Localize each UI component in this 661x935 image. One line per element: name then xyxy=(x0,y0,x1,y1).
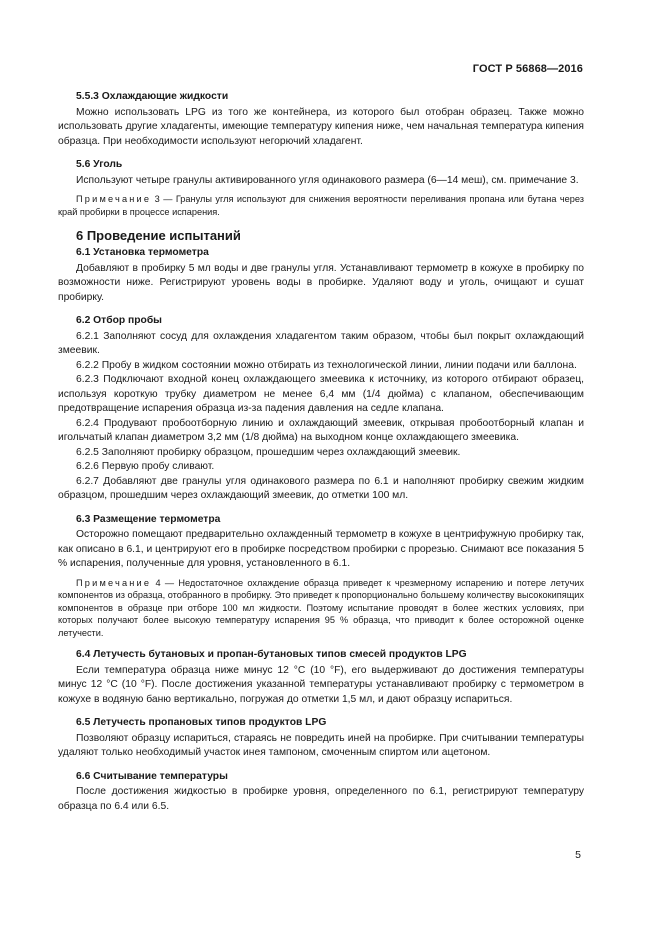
page-number: 5 xyxy=(575,849,581,861)
section-5-5-3-title: 5.5.3 Охлаждающие жидкости xyxy=(76,91,229,102)
section-6-2-5: 6.2.5 Заполняют пробирку образцом, прошедшим через охлаждающий змеевик. xyxy=(76,446,461,458)
section-6-2-7: 6.2.7 Добавляют две гранулы угля одинакового размера по 6.1 и наполняют пробирку свежим жидким образцом, прошедшим через охлаждающий змеевик, до отметки 100 мл. xyxy=(58,475,584,501)
section-6-2-3: 6.2.3 Подключают входной конец охлаждающего змеевика к источнику, из которого отбирают образец, используя короткую трубку диаметром не менее 6,4 мм (1/4 дюйма) с клапаном, обеспечивающим предотвращение испарения образца из-за падения давления на седле клапана. xyxy=(58,374,584,414)
section-6-1-text: Добавляют в пробирку 5 мл воды и две гранулы угля. Устанавливают термометр в кожухе в пробирку по возможности ниже. Регистрируют уровень воды в пробирке. Удаляют воду и уголь, очищают и сушат пробирку. xyxy=(58,262,584,303)
section-5-6-text: Используют четыре гранулы активированного угля одинакового размера (6—14 меш), см. примечание 3. xyxy=(76,174,579,186)
section-6-2-1: 6.2.1 Заполняют сосуд для охлаждения хладагентом таким образом, чтобы был покрыт охлаждающий змеевик. xyxy=(58,330,584,356)
section-6-5-title: 6.5 Летучесть пропановых типов продуктов LPG xyxy=(76,717,327,728)
standard-header: ГОСТ Р 56868—2016 xyxy=(472,63,583,75)
note-3 xyxy=(58,193,584,218)
section-6-1-title: 6.1 Установка термометра xyxy=(76,247,209,258)
section-6-4-title: 6.4 Летучесть бутановых и пропан-бутановых типов смесей продуктов LPG xyxy=(76,649,467,660)
note-3-text: 3 — Гранулы угля используют для снижения вероятности переливания пропана или бутана через край пробирки в процессе испарения. xyxy=(58,194,584,217)
section-6-3-text: Осторожно помещают предварительно охлажденный термометр в кожухе в центрифужную пробирку так, как описано в 6.1, и центрируют его в пробирке посредством пробирки с прорезью. Снимают все показания 5 % испарения, полученные для уровня, установленного в 6.1. xyxy=(58,529,584,569)
section-6-4-text: Если температура образца ниже минус 12 °C (10 °F), его выдерживают до достижения температуры минус 12 °C (10 °F). После достижения указанной температуры устанавливают пробирку с термометром в кожухе в водяную баню вертикально, погружая до отметки 1,5 мл, и дают образцу испариться. xyxy=(58,664,584,705)
section-6-title: 6 Проведение испытаний xyxy=(76,228,241,243)
note-4-label: Примечание xyxy=(76,577,152,588)
section-6-2-6: 6.2.6 Первую пробу сливают. xyxy=(76,461,215,472)
section-6-6-title: 6.6 Считывание температуры xyxy=(76,770,228,782)
note-4 xyxy=(58,577,584,640)
section-5-5-3-text: Можно использовать LPG из того же контейнера, из которого был отобран образец. Также можно использовать другие хладагенты, имеющие температуру кипения ниже, чем начальная температура кипения образца. При необходимости используют негорючий хладагент. xyxy=(58,106,584,147)
section-6-5-text: Позволяют образцу испариться, стараясь не повредить иней на пробирке. При считывании температуры удаляют только необходимый участок инея тампоном, смоченным спиртом или ацетоном. xyxy=(58,732,584,758)
section-6-2-4: 6.2.4 Продувают пробоотборную линию и охлаждающий змеевик, открывая пробоотборный клапан и игольчатый клапан диаметром 3,2 мм (1/8 дюйма) на выходном конце охлаждающего змеевика. xyxy=(58,417,584,443)
note-3-label: Примечание xyxy=(76,194,152,204)
section-6-2-2: 6.2.2 Пробу в жидком состоянии можно отбирать из технологической линии, линии подачи или баллона. xyxy=(76,359,577,371)
section-6-2-title: 6.2 Отбор пробы xyxy=(76,315,162,326)
note-4-text: 4 — Недостаточное охлаждение образца приведет к чрезмерному испарению и потере летучих компонентов из образца, отобранного в пробирку. Это приведет к пропорционально большему количеству высококипящих компонентов в образце при отборе 100 мл жидкости. Поэтому испытание проводят в более жестких условиях, при которых получают более высокую температуру испарения 95 % образца, что приводит к более осторожной оценке летучести. xyxy=(58,577,584,638)
section-6-3-title: 6.3 Размещение термометра xyxy=(76,513,221,525)
section-5-6-title: 5.6 Уголь xyxy=(76,159,123,170)
section-6-6-text: После достижения жидкостью в пробирке уровня, определенного по 6.1, регистрируют температуру образца по 6.4 или 6.5. xyxy=(58,786,584,812)
main-content xyxy=(58,90,584,814)
